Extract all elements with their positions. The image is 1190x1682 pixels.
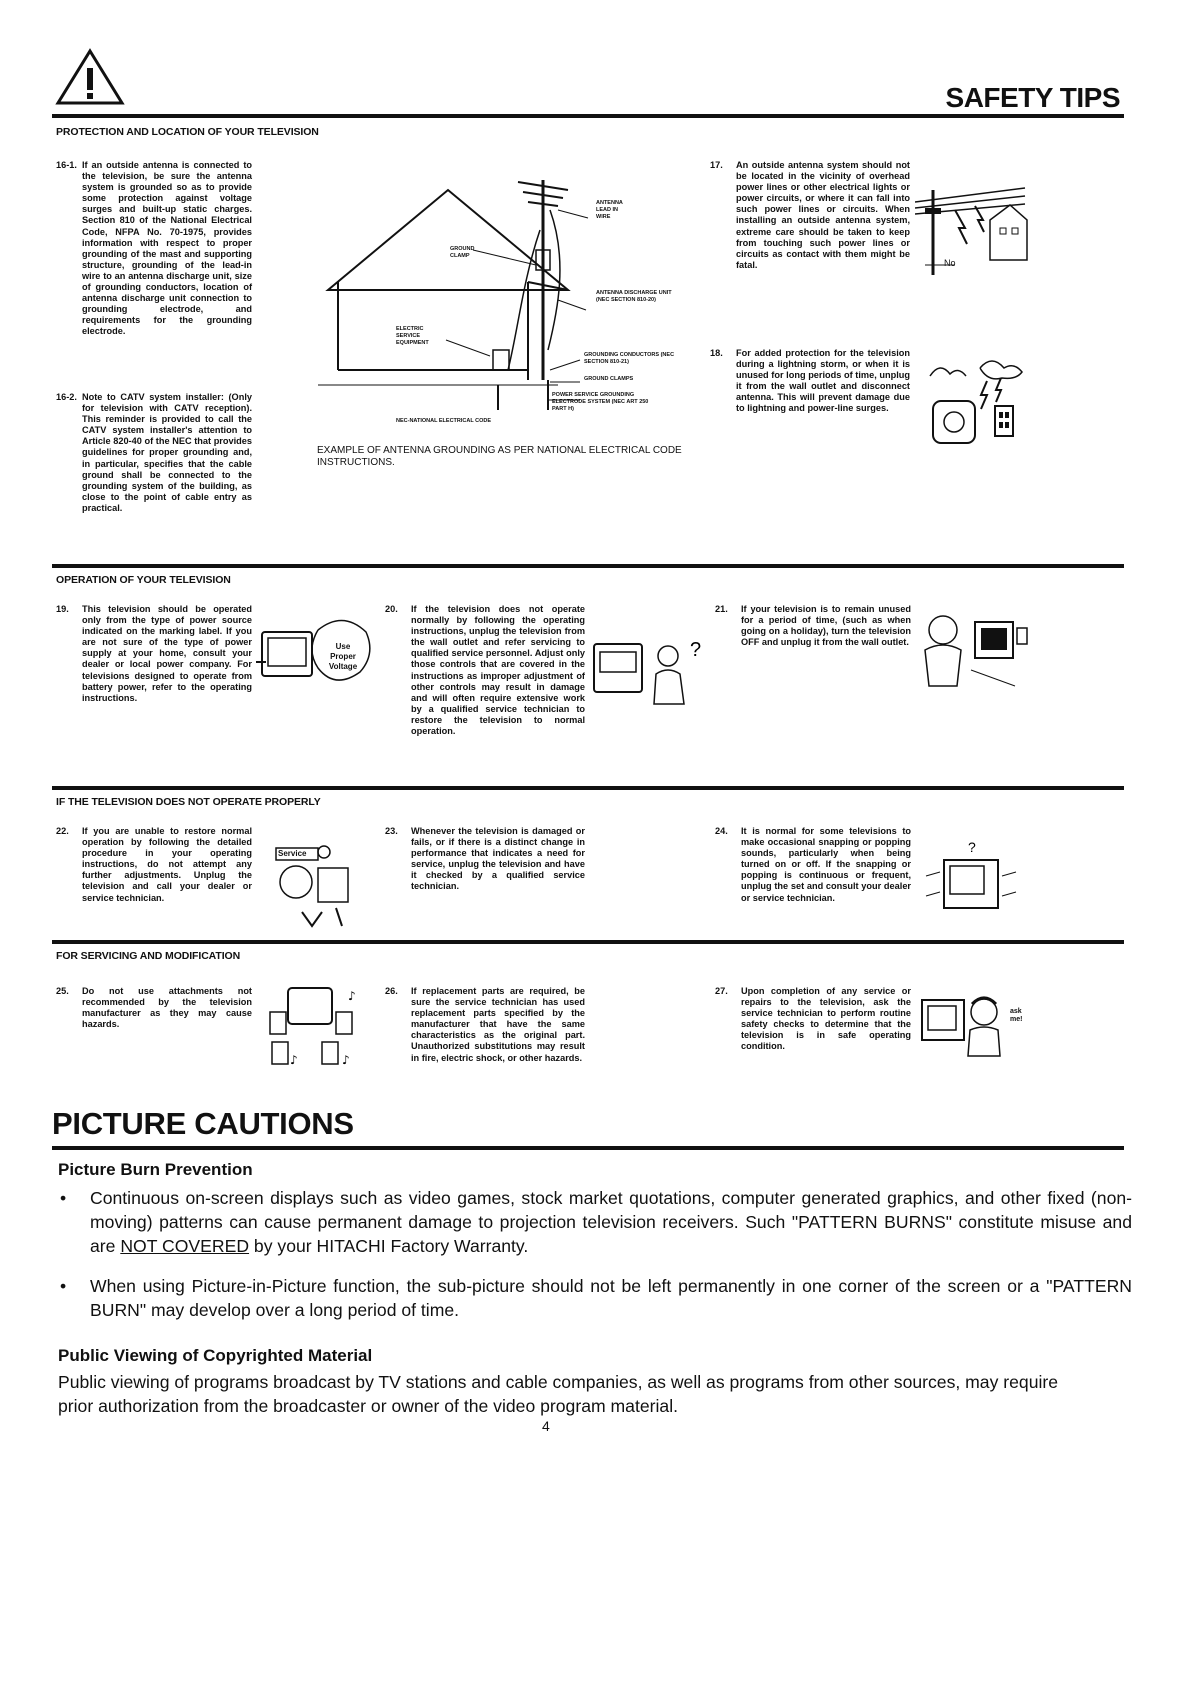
warning-triangle-icon bbox=[55, 48, 125, 111]
no-label: No bbox=[944, 258, 956, 268]
item-text: It is normal for some televisions to make occasional snapping or popping sounds, particularly when being turned on or off. If the snapping or popping is continuous or frequent, unplug the set and consult your dealer or service technician. bbox=[741, 826, 911, 903]
item-23 bbox=[385, 826, 585, 893]
section-rule bbox=[52, 564, 1124, 568]
public-text: Public viewing of programs broadcast by TV stations and cable companies, as well as programs from other sources, may require prior authorization from the broadcaster or owner of the video program material. bbox=[58, 1372, 1059, 1416]
item-text: Upon completion of any service or repairs to the television, ask the service technician to perform routine safety checks to determine that the television is in safe operating condition. bbox=[741, 986, 911, 1052]
lightning-tv-illustration bbox=[925, 356, 1030, 451]
use-proper-voltage-label: Use Proper Voltage bbox=[328, 642, 358, 671]
item-text: (Only for television with CATV reception). This reminder is provided to call the CATV system installer's attention to Article 820-40 of the NEC that provides guidelines for proper grounding and, in particular, specifies that the cable ground shall be connected to the grounding system of the building, as close to the point of cable entry as practical. bbox=[82, 392, 252, 513]
picture-cautions-title: PICTURE CAUTIONS bbox=[52, 1106, 354, 1141]
item-number: 23. bbox=[385, 826, 398, 836]
section-rule bbox=[52, 940, 1124, 944]
item-number: 17. bbox=[710, 160, 723, 170]
item-number: 27. bbox=[715, 986, 728, 996]
diagram-caption: EXAMPLE OF ANTENNA GROUNDING AS PER NATIONAL ELECTRICAL CODE INSTRUCTIONS. bbox=[317, 445, 682, 468]
item-number: 24. bbox=[715, 826, 728, 836]
popping-tv-illustration bbox=[918, 836, 1028, 926]
item-text: This television should be operated only from the type of power source indicated on the marking label. If you are not sure of the type of power supply at your home, consult your dealer or local power company. For televisions designed to operate from battery power, refer to the operating instructions. bbox=[82, 604, 252, 703]
item-number: 21. bbox=[715, 604, 728, 614]
title-rule bbox=[52, 114, 1124, 118]
not-covered-text: NOT COVERED bbox=[120, 1236, 250, 1256]
safety-check-illustration bbox=[918, 986, 1028, 1066]
bullet-1 bbox=[60, 1186, 1132, 1258]
cautions-rule bbox=[52, 1146, 1124, 1150]
section-not-operate: IF THE TELEVISION DOES NOT OPERATE PROPERLY bbox=[56, 796, 321, 808]
label-ground-clamps: GROUND CLAMPS bbox=[584, 376, 634, 382]
section-protection: PROTECTION AND LOCATION OF YOUR TELEVISION bbox=[56, 126, 319, 138]
svg-text:?: ? bbox=[690, 639, 702, 661]
label-antenna-lead: ANTENNA LEAD IN WIRE bbox=[596, 200, 623, 220]
svg-text:♪: ♪ bbox=[290, 1053, 298, 1067]
svg-text:♪: ♪ bbox=[348, 989, 356, 1003]
item-text: If your television is to remain unused for a period of time, (such as when going on a holiday), turn the television OFF and unplug it from the wall outlet. bbox=[741, 604, 911, 648]
item-number: 26. bbox=[385, 986, 398, 996]
item-22 bbox=[56, 826, 252, 904]
item-number: 19. bbox=[56, 604, 69, 614]
item-number: 20. bbox=[385, 604, 398, 614]
svg-text:?: ? bbox=[968, 839, 976, 855]
item-title: Note to CATV system installer: bbox=[82, 392, 224, 402]
bullet-mark: • bbox=[60, 1276, 67, 1296]
holiday-unplug-illustration bbox=[915, 610, 1030, 690]
technician-illustration bbox=[590, 634, 710, 714]
item-number: 18. bbox=[710, 348, 723, 358]
item-16-2 bbox=[56, 392, 252, 514]
attachments-illustration bbox=[262, 982, 372, 1072]
item-number: 16-1. bbox=[56, 160, 77, 170]
section-servicing: FOR SERVICING AND MODIFICATION bbox=[56, 950, 241, 962]
item-text: If an outside antenna is connected to the television, be sure the antenna system is grounded so as to provide some protection against voltage surges and built-up static charges. Section 810 of the National Electrical Code, NFPA No. 70-1975, provides information with respect to proper grounding of the mast and supporting structure, grounding of the lead-in wire to an antenna discharge unit, size of grounding conductors, location of antenna discharge unit connection to grounding electrode, and requirements for the grounding electrode. bbox=[82, 160, 252, 337]
item-24 bbox=[715, 826, 911, 904]
item-18 bbox=[710, 348, 910, 415]
page-title: SAFETY TIPS bbox=[945, 82, 1120, 113]
power-lines-illustration bbox=[915, 180, 1030, 280]
bullet-2-text: When using Picture-in-Picture function, the sub-picture should not be left permanently in one corner of the screen or a "PATTERN BURN" may develop over a long period of time. bbox=[90, 1276, 1132, 1320]
section-operation: OPERATION OF YOUR TELEVISION bbox=[56, 574, 231, 586]
item-19 bbox=[56, 604, 252, 704]
page-number: 4 bbox=[542, 1418, 550, 1434]
item-26 bbox=[385, 986, 585, 1064]
svg-text:♪: ♪ bbox=[342, 1053, 350, 1067]
item-text: If the television does not operate normally by following the operating instructions, unplug the television from the wall outlet and refer servicing to qualified service personnel. Adjust only those controls that are covered in the instructions as improper adjustment of other controls may result in damage and will often require extensive work by a qualified service technician to restore the television to normal operation. bbox=[411, 604, 585, 737]
item-17 bbox=[710, 160, 910, 271]
burn-heading: Picture Burn Prevention bbox=[58, 1160, 253, 1179]
bullet-1-text: Continuous on-screen displays such as video games, stock market quotations, computer generated graphics, and other fixed (non-moving) patterns can cause permanent damage to projection television receivers. Such "PATTERN BURNS" constitute misuse and are bbox=[90, 1188, 1132, 1256]
label-ground-clamp: GROUND CLAMP bbox=[450, 246, 475, 259]
item-text: Whenever the television is damaged or fails, or if there is a distinct change in performance that indicates a need for service, unplug the television and have it checked by a qualified service technician. bbox=[411, 826, 585, 892]
item-25 bbox=[56, 986, 252, 1030]
label-discharge-unit: ANTENNA DISCHARGE UNIT (NEC SECTION 810-20) bbox=[596, 290, 672, 303]
bullet-mark: • bbox=[60, 1188, 67, 1208]
item-text: If you are unable to restore normal operation by following the detailed procedure in your operating instructions, do not attempt any further adjustments. Unplug the television and call your dealer or service technician. bbox=[82, 826, 252, 903]
public-heading: Public Viewing of Copyrighted Material bbox=[58, 1346, 373, 1365]
item-21 bbox=[715, 604, 911, 648]
item-number: 25. bbox=[56, 986, 69, 996]
label-grounding-conductors: GROUNDING CONDUCTORS (NEC SECTION 810-21) bbox=[584, 352, 675, 365]
label-power-service: POWER SERVICE GROUNDING ELECTRODE SYSTEM (NEC ART 250 PART H) bbox=[552, 392, 649, 412]
label-nec: NEC-NATIONAL ELECTRICAL CODE bbox=[396, 418, 492, 424]
item-16-1 bbox=[56, 160, 252, 338]
bullet-1-tail: by your HITACHI Factory Warranty. bbox=[249, 1236, 529, 1256]
item-text: If replacement parts are required, be sure the service technician has used replacement parts specified by the manufacturer that have the same characteristics as the original part. Unauthorized substitutions may result in fire, electric shock, or other hazards. bbox=[411, 986, 585, 1063]
ask-me-label: ask me! bbox=[1010, 1008, 1023, 1023]
item-text: Do not use attachments not recommended by the television manufacturer as they may cause hazards. bbox=[82, 986, 252, 1030]
item-20 bbox=[385, 604, 585, 737]
item-number: 22. bbox=[56, 826, 69, 836]
service-label: Service bbox=[278, 849, 307, 858]
section-rule bbox=[52, 786, 1124, 790]
item-text: For added protection for the television during a lightning storm, or when it is unused for long periods of time, unplug it from the wall outlet and disconnect antenna. This will prevent damage due to lightning and power-line surges. bbox=[736, 348, 910, 414]
item-27 bbox=[715, 986, 911, 1053]
item-text: An outside antenna system should not be located in the vicinity of overhead power lines or other electrical lights or power circuits, or where it can fall into such power lines or circuits. When installing an outside antenna system, extreme care should be taken to keep from touching such power lines or circuits as contact with them might be fatal. bbox=[736, 160, 910, 270]
item-number: 16-2. bbox=[56, 392, 77, 402]
label-electric-service: ELECTRIC SERVICE EQUIPMENT bbox=[396, 326, 429, 346]
bullet-2 bbox=[60, 1274, 1132, 1322]
service-call-illustration bbox=[262, 832, 372, 932]
